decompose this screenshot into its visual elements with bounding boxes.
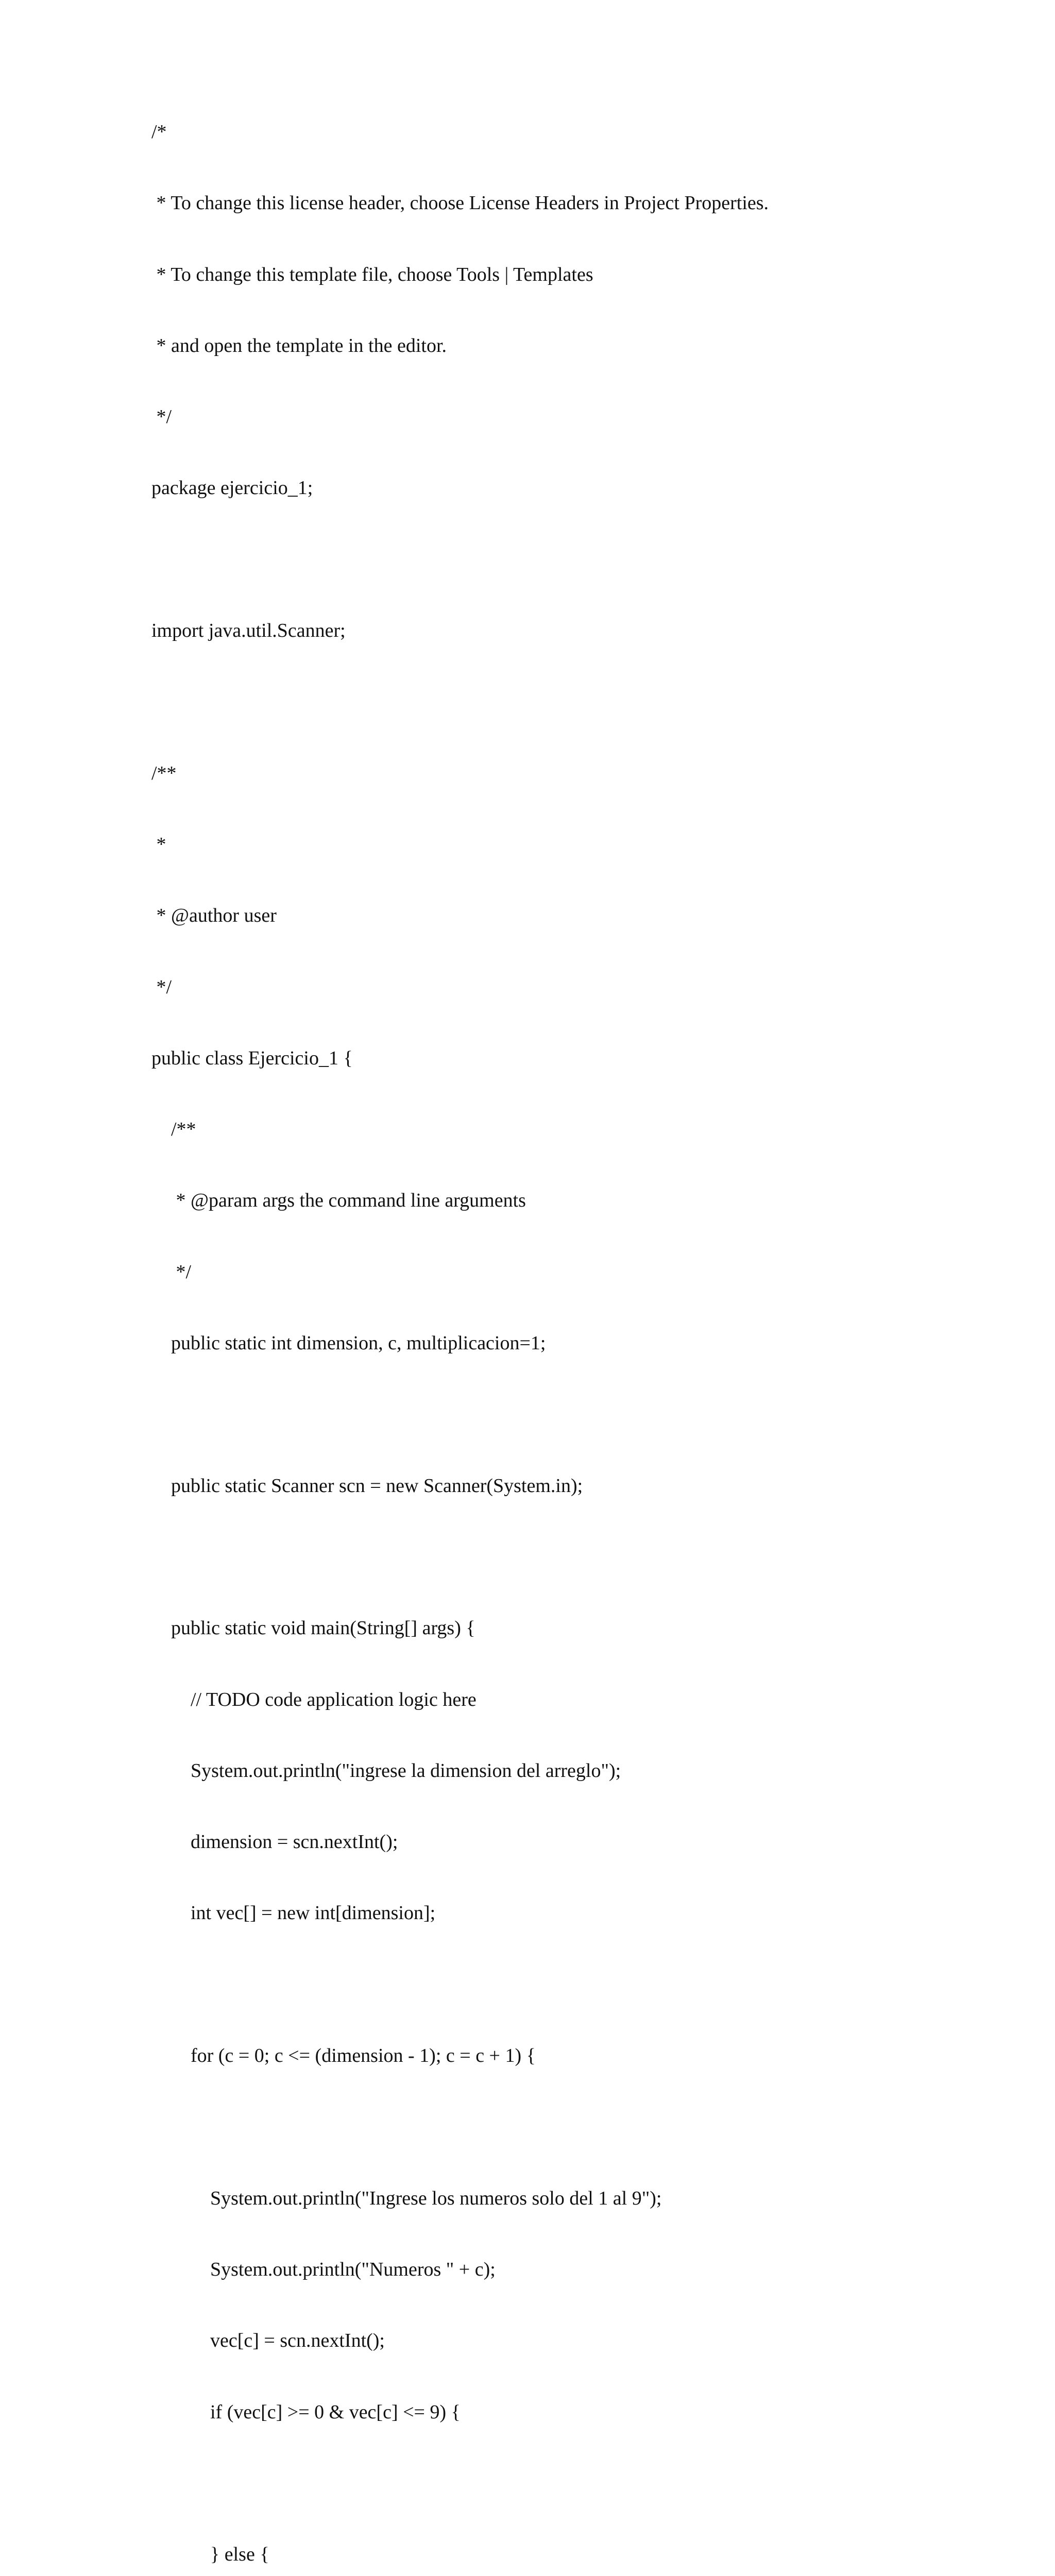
code-line-23: // TODO code application logic here [151, 1688, 477, 1710]
code-line-3: * To change this template file, choose Tools | Templates [151, 263, 593, 285]
code-line-33: if (vec[c] >= 0 & vec[c] <= 9) { [151, 2401, 461, 2423]
code-line-20: public static Scanner scn = new Scanner(System.in); [151, 1475, 583, 1497]
code-line-7 [151, 547, 769, 572]
code-line-25: dimension = scn.nextInt(); [151, 1831, 398, 1853]
code-line-30: System.out.println("Ingrese los numeros solo del 1 al 9"); [151, 2187, 662, 2209]
code-line-1: /* [151, 121, 167, 143]
code-line-15: /** [151, 1118, 196, 1141]
code-line-32: vec[c] = scn.nextInt(); [151, 2330, 385, 2352]
code-line-24: System.out.println("ingrese la dimension del arreglo"); [151, 1759, 621, 1782]
code-line-29 [151, 2114, 769, 2140]
code-line-2: * To change this license header, choose License Headers in Project Properties. [151, 192, 769, 214]
code-line-18: public static int dimension, c, multiplicacion=1; [151, 1332, 546, 1354]
code-line-5: */ [151, 406, 172, 428]
java-source-code [151, 74, 769, 2576]
code-line-14: public class Ejercicio_1 { [151, 1047, 353, 1069]
code-line-10: /** [151, 762, 177, 784]
code-line-6: package ejercicio_1; [151, 477, 313, 499]
code-line-11: * [151, 833, 166, 855]
code-line-21 [151, 1544, 769, 1570]
code-line-26: int vec[] = new int[dimension]; [151, 1902, 436, 1924]
code-line-35: } else { [151, 2544, 269, 2566]
code-line-16: * @param args the command line arguments [151, 1190, 526, 1212]
code-line-4: * and open the template in the editor. [151, 334, 447, 357]
code-line-8: import java.util.Scanner; [151, 620, 346, 642]
code-line-13: */ [151, 976, 172, 998]
code-line-12: * @author user [151, 905, 277, 927]
code-line-22: public static void main(String[] args) { [151, 1617, 475, 1639]
code-line-19 [151, 1401, 769, 1427]
code-line-27 [151, 1972, 769, 1997]
code-line-34 [151, 2470, 769, 2496]
code-line-31: System.out.println("Numeros " + c); [151, 2258, 496, 2280]
code-line-28: for (c = 0; c <= (dimension - 1); c = c + 1) { [151, 2045, 536, 2067]
code-line-9 [151, 689, 769, 715]
code-line-17: */ [151, 1261, 192, 1283]
